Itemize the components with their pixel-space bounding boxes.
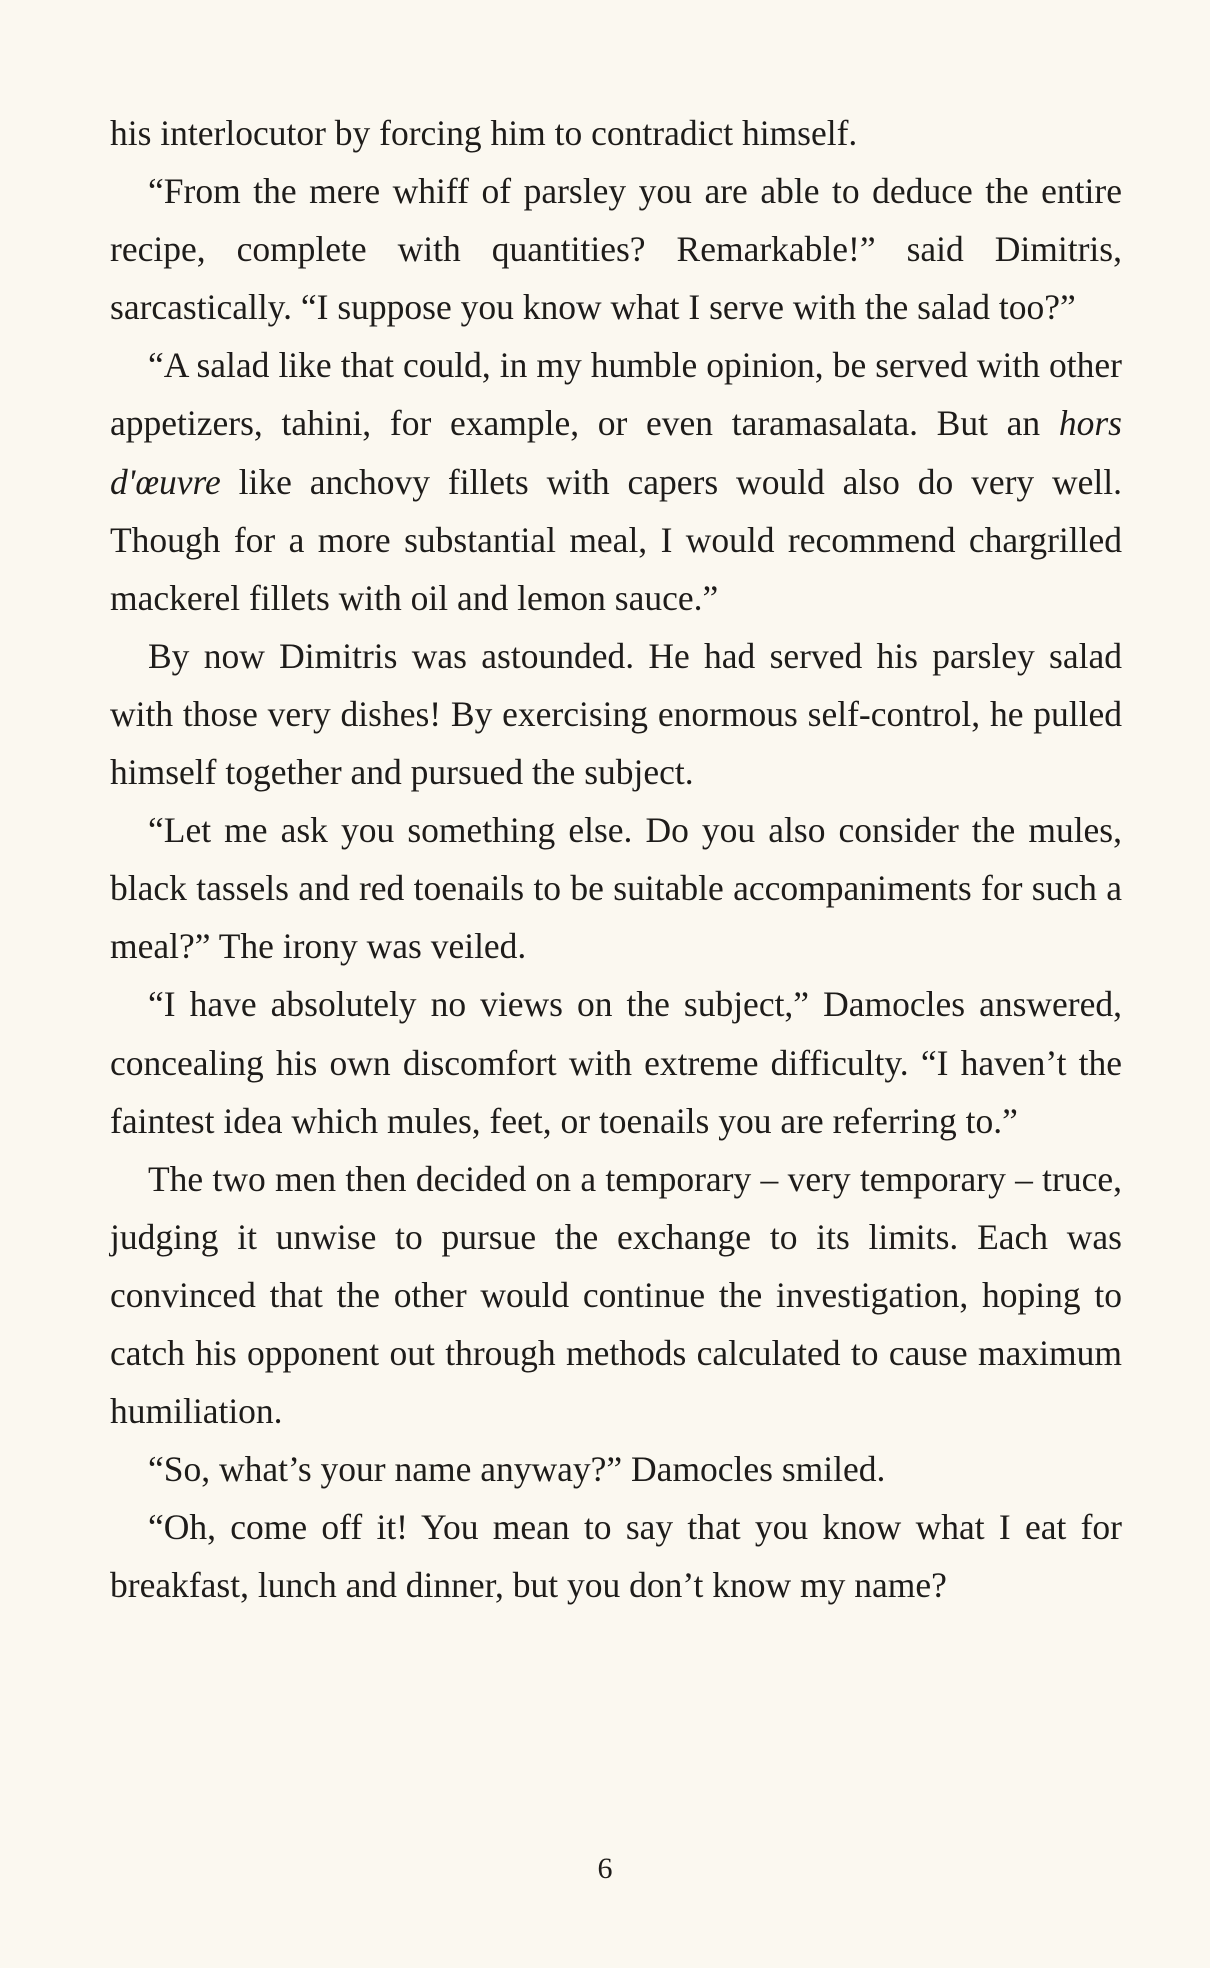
paragraph-1-text: his interlocutor by forcing him to contradict himself. [110,113,858,153]
paragraph-3-text-start: “A salad like that could, in my humble opinion, be served with other appetizers, tahini, for example, or even taramasalata. But an [110,345,1122,444]
paragraph-2 [110,162,1122,336]
paragraph-3 [110,336,1122,626]
book-page-text [110,104,1122,1614]
page-number: 6 [597,1852,613,1885]
paragraph-5-text: “Let me ask you something else. Do you also consider the mules, black tassels and red toenails to be suitable accompaniments for such a meal?” The irony was veiled. [110,810,1122,967]
paragraph-2-text: “From the mere whiff of parsley you are able to deduce the entire recipe, complete with quantities? Remarkable!” said Dimitris, sarcastically. “I suppose you know what I serve with the salad too?” [110,171,1122,328]
paragraph-8-text: “So, what’s your name anyway?” Damocles smiled. [148,1449,886,1490]
paragraph-7 [110,1150,1122,1440]
paragraph-6 [110,975,1122,1149]
paragraph-6-text: “I have absolutely no views on the subject,” Damocles answered, concealing his own discomfort with extreme difficulty. “I haven’t the faintest idea which mules, feet, or toenails you are referring to.” [110,984,1122,1141]
paragraph-7-text: The two men then decided on a temporary – very temporary – truce, judging it unwise to pursue the exchange to its limits. Each was convinced that the other would continue the investigation, hoping to catch his opponent out through methods calculated to cause maximum humiliation. [110,1158,1122,1432]
paragraph-9 [110,1498,1122,1614]
paragraph-4 [110,627,1122,801]
paragraph-8 [110,1440,1122,1498]
paragraph-1 [110,104,1122,162]
paragraph-5 [110,801,1122,975]
paragraph-9-text: “Oh, come off it! You mean to say that you know what I eat for breakfast, lunch and dinner, but you don’t know my name? [110,1507,1122,1606]
paragraph-4-text: By now Dimitris was astounded. He had served his parsley salad with those very dishes! By exercising enormous self-control, he pulled himself together and pursued the subject. [110,635,1122,793]
paragraph-3-italic-phrase: hors d'œuvre [110,403,1122,502]
paragraph-3-text-end: like anchovy fillets with capers would also do very well. Though for a more substantial meal, I would recommend chargrilled mackerel fillets with oil and lemon sauce.” [110,461,1122,618]
